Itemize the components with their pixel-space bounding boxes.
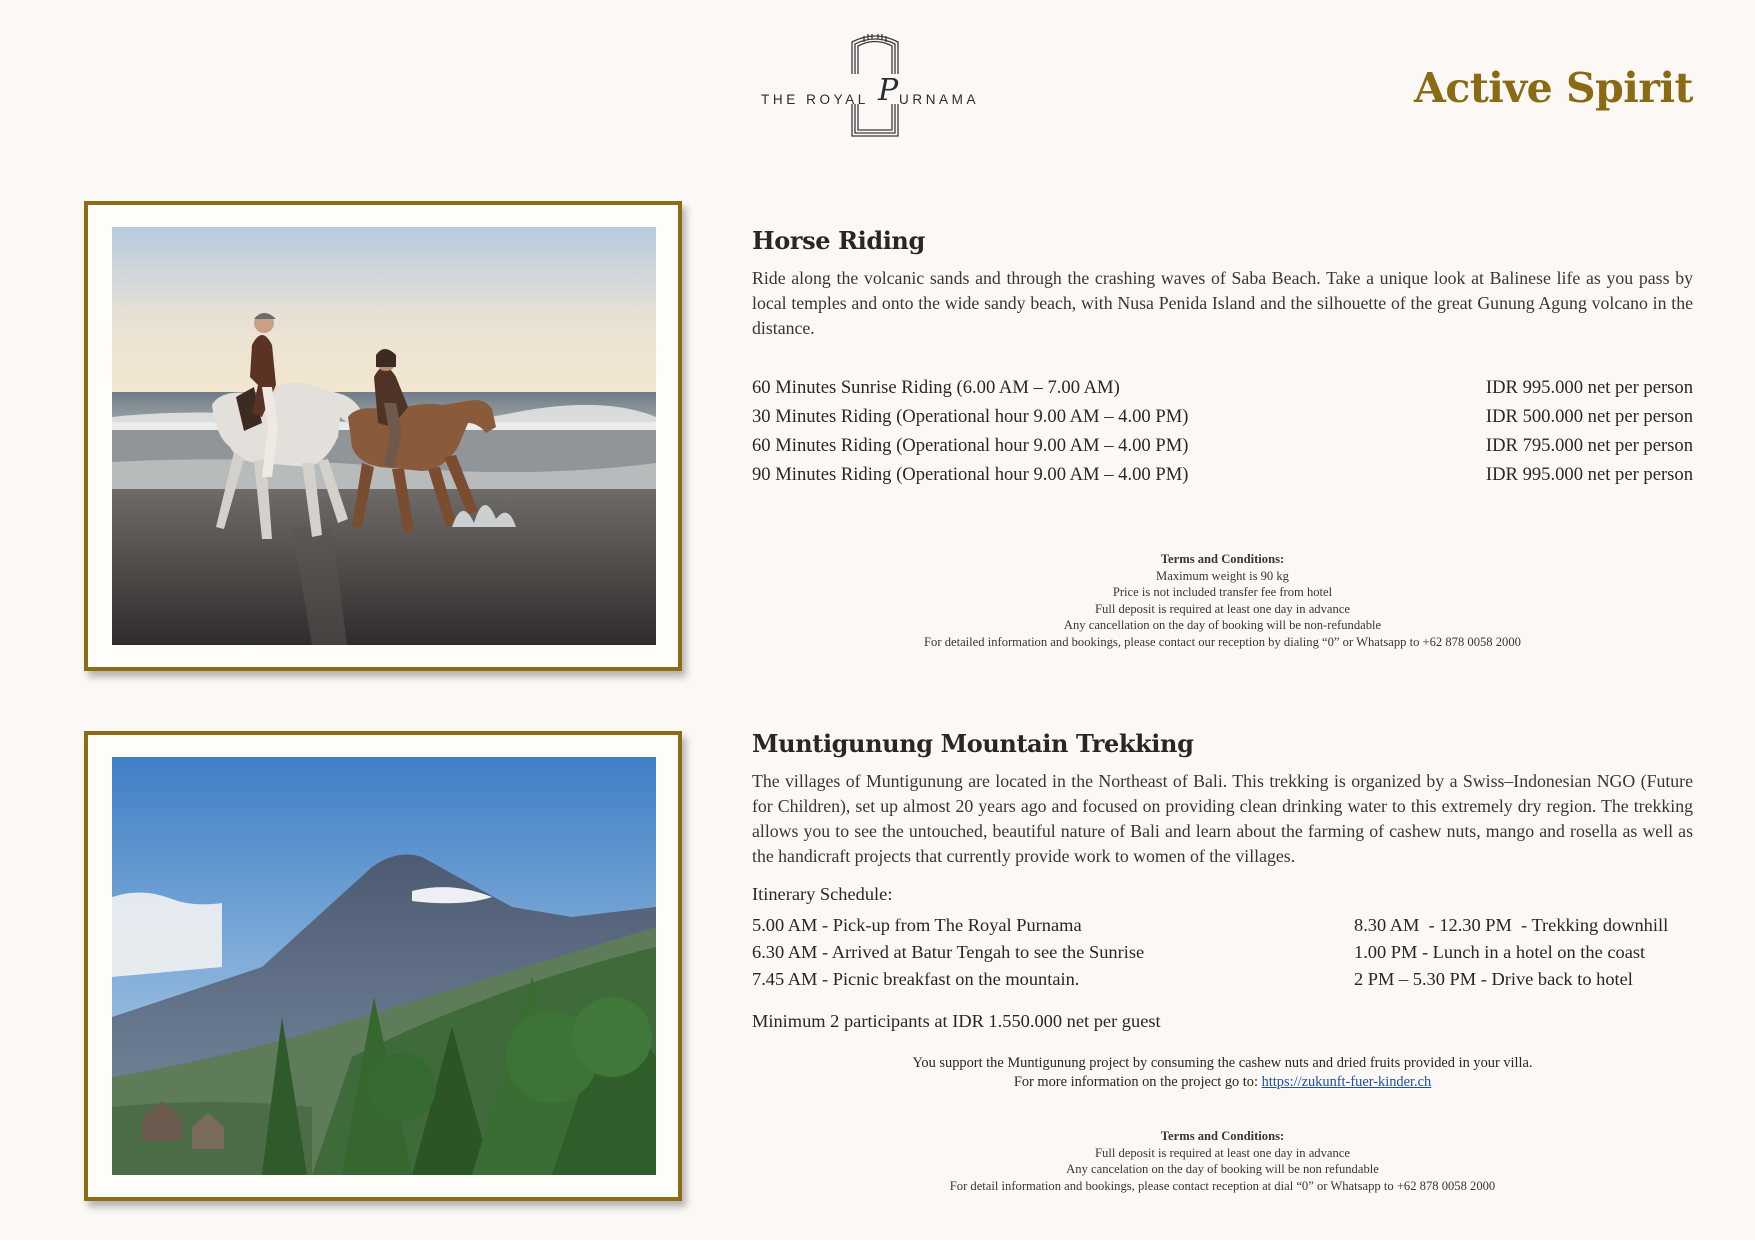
terms-line: Any cancelation on the day of booking will be non refundable	[1066, 1162, 1379, 1177]
itinerary-right-column	[1354, 912, 1668, 993]
terms-line: For detail information and bookings, please contact reception at dial “0” or Whatsapp to +62 878 0058 2000	[949, 1178, 1496, 1193]
terms-heading: Terms and Conditions:	[1160, 552, 1285, 566]
itinerary-item: 2 PM – 5.30 PM - Drive back to hotel	[1354, 969, 1633, 989]
support-line: You support the Muntigunung project by consuming the cashew nuts and dried fruits provided in your villa.	[912, 1055, 1533, 1071]
terms-line: Any cancellation on the day of booking will be non-refundable	[1063, 618, 1382, 633]
info-line	[752, 1073, 1693, 1092]
terms-line: Full deposit is required at least one day in advance	[1095, 1145, 1350, 1160]
project-link[interactable]: https://zukunft-fuer-kinder.ch	[1261, 1074, 1432, 1090]
trekking-terms	[752, 1128, 1693, 1194]
rate-name: 30 Minutes Riding (Operational hour 9.00 AM – 4.00 PM)	[752, 406, 1189, 427]
rate-row	[752, 431, 1693, 460]
terms-line: Full deposit is required at least one day in advance	[1095, 601, 1350, 616]
itinerary-label: Itinerary Schedule:	[752, 884, 893, 904]
project-support	[752, 1054, 1693, 1092]
terms-line: Maximum weight is 90 kg	[1156, 568, 1289, 583]
page-title: Active Spirit	[1414, 64, 1693, 112]
rate-name: 60 Minutes Riding (Operational hour 9.00 AM – 4.00 PM)	[752, 435, 1189, 456]
itinerary-item: 5.00 AM - Pick-up from The Royal Purnama	[752, 915, 1082, 935]
logo-script-letter: P	[878, 73, 899, 108]
terms-heading: Terms and Conditions:	[1160, 1129, 1285, 1143]
rate-price: IDR 500.000 net per person	[1485, 406, 1693, 427]
rate-price: IDR 995.000 net per person	[1485, 464, 1693, 485]
horse-riding-photo-frame	[84, 201, 682, 671]
itinerary-item: 6.30 AM - Arrived at Batur Tengah to see the Sunrise	[752, 942, 1145, 962]
rate-row	[752, 460, 1693, 489]
logo	[756, 34, 986, 142]
horse-riding-section	[752, 226, 1693, 341]
horse-riding-rates	[752, 373, 1693, 489]
itinerary-left-column	[752, 912, 1144, 993]
itinerary-item: 7.45 AM - Picnic breakfast on the mountain.	[752, 969, 1080, 989]
rate-name: 90 Minutes Riding (Operational hour 9.00 AM – 4.00 PM)	[752, 464, 1189, 485]
logo-text-left: THE ROYAL	[761, 92, 869, 107]
horse-riding-title: Horse Riding	[752, 226, 925, 255]
itinerary-item: 1.00 PM - Lunch in a hotel on the coast	[1354, 942, 1646, 962]
horse-riding-description: Ride along the volcanic sands and through the crashing waves of Saba Beach. Take a unique look at Balinese life as you pass by local temples and onto the wide sandy beach, with Nusa Penida Island and the silhouette of the great Gunung Agung volcano in the distance.	[752, 268, 1693, 338]
itinerary-item: 8.30 AM - 12.30 PM - Trekking downhill	[1354, 915, 1669, 935]
trekking-photo	[112, 757, 656, 1175]
minimum-participants: Minimum 2 participants at IDR 1.550.000 net per guest	[752, 1011, 1161, 1031]
rate-row	[752, 402, 1693, 431]
terms-line: For detailed information and bookings, please contact our reception by dialing “0” or Whatsapp to +62 878 0058 2000	[924, 634, 1521, 649]
trekking-section	[752, 729, 1693, 869]
rate-row	[752, 373, 1693, 402]
terms-line: Price is not included transfer fee from hotel	[1112, 585, 1333, 600]
trekking-photo-frame	[84, 731, 682, 1201]
horse-riding-photo	[112, 227, 656, 645]
info-prefix: For more information on the project go to:	[1013, 1074, 1262, 1090]
trekking-description: The villages of Muntigunung are located in the Northeast of Bali. This trekking is organized by a Swiss–Indonesian NGO (Future for Children), set up almost 20 years ago and focused on providing clean drinking water to this extremely dry region. The trekking allows you to see the untouched, beautiful nature of Bali and learn about the farming of cashew nuts, mango and rosella as well as the handicraft projects that currently provide work to women of the villages.	[752, 771, 1693, 866]
rate-name: 60 Minutes Sunrise Riding (6.00 AM – 7.00 AM)	[752, 377, 1120, 398]
horse-riding-terms	[752, 551, 1693, 651]
logo-text-right: URNAMA	[899, 92, 980, 107]
rate-price: IDR 995.000 net per person	[1485, 377, 1693, 398]
rate-price: IDR 795.000 net per person	[1485, 435, 1693, 456]
trekking-title: Muntigunung Mountain Trekking	[752, 729, 1194, 758]
